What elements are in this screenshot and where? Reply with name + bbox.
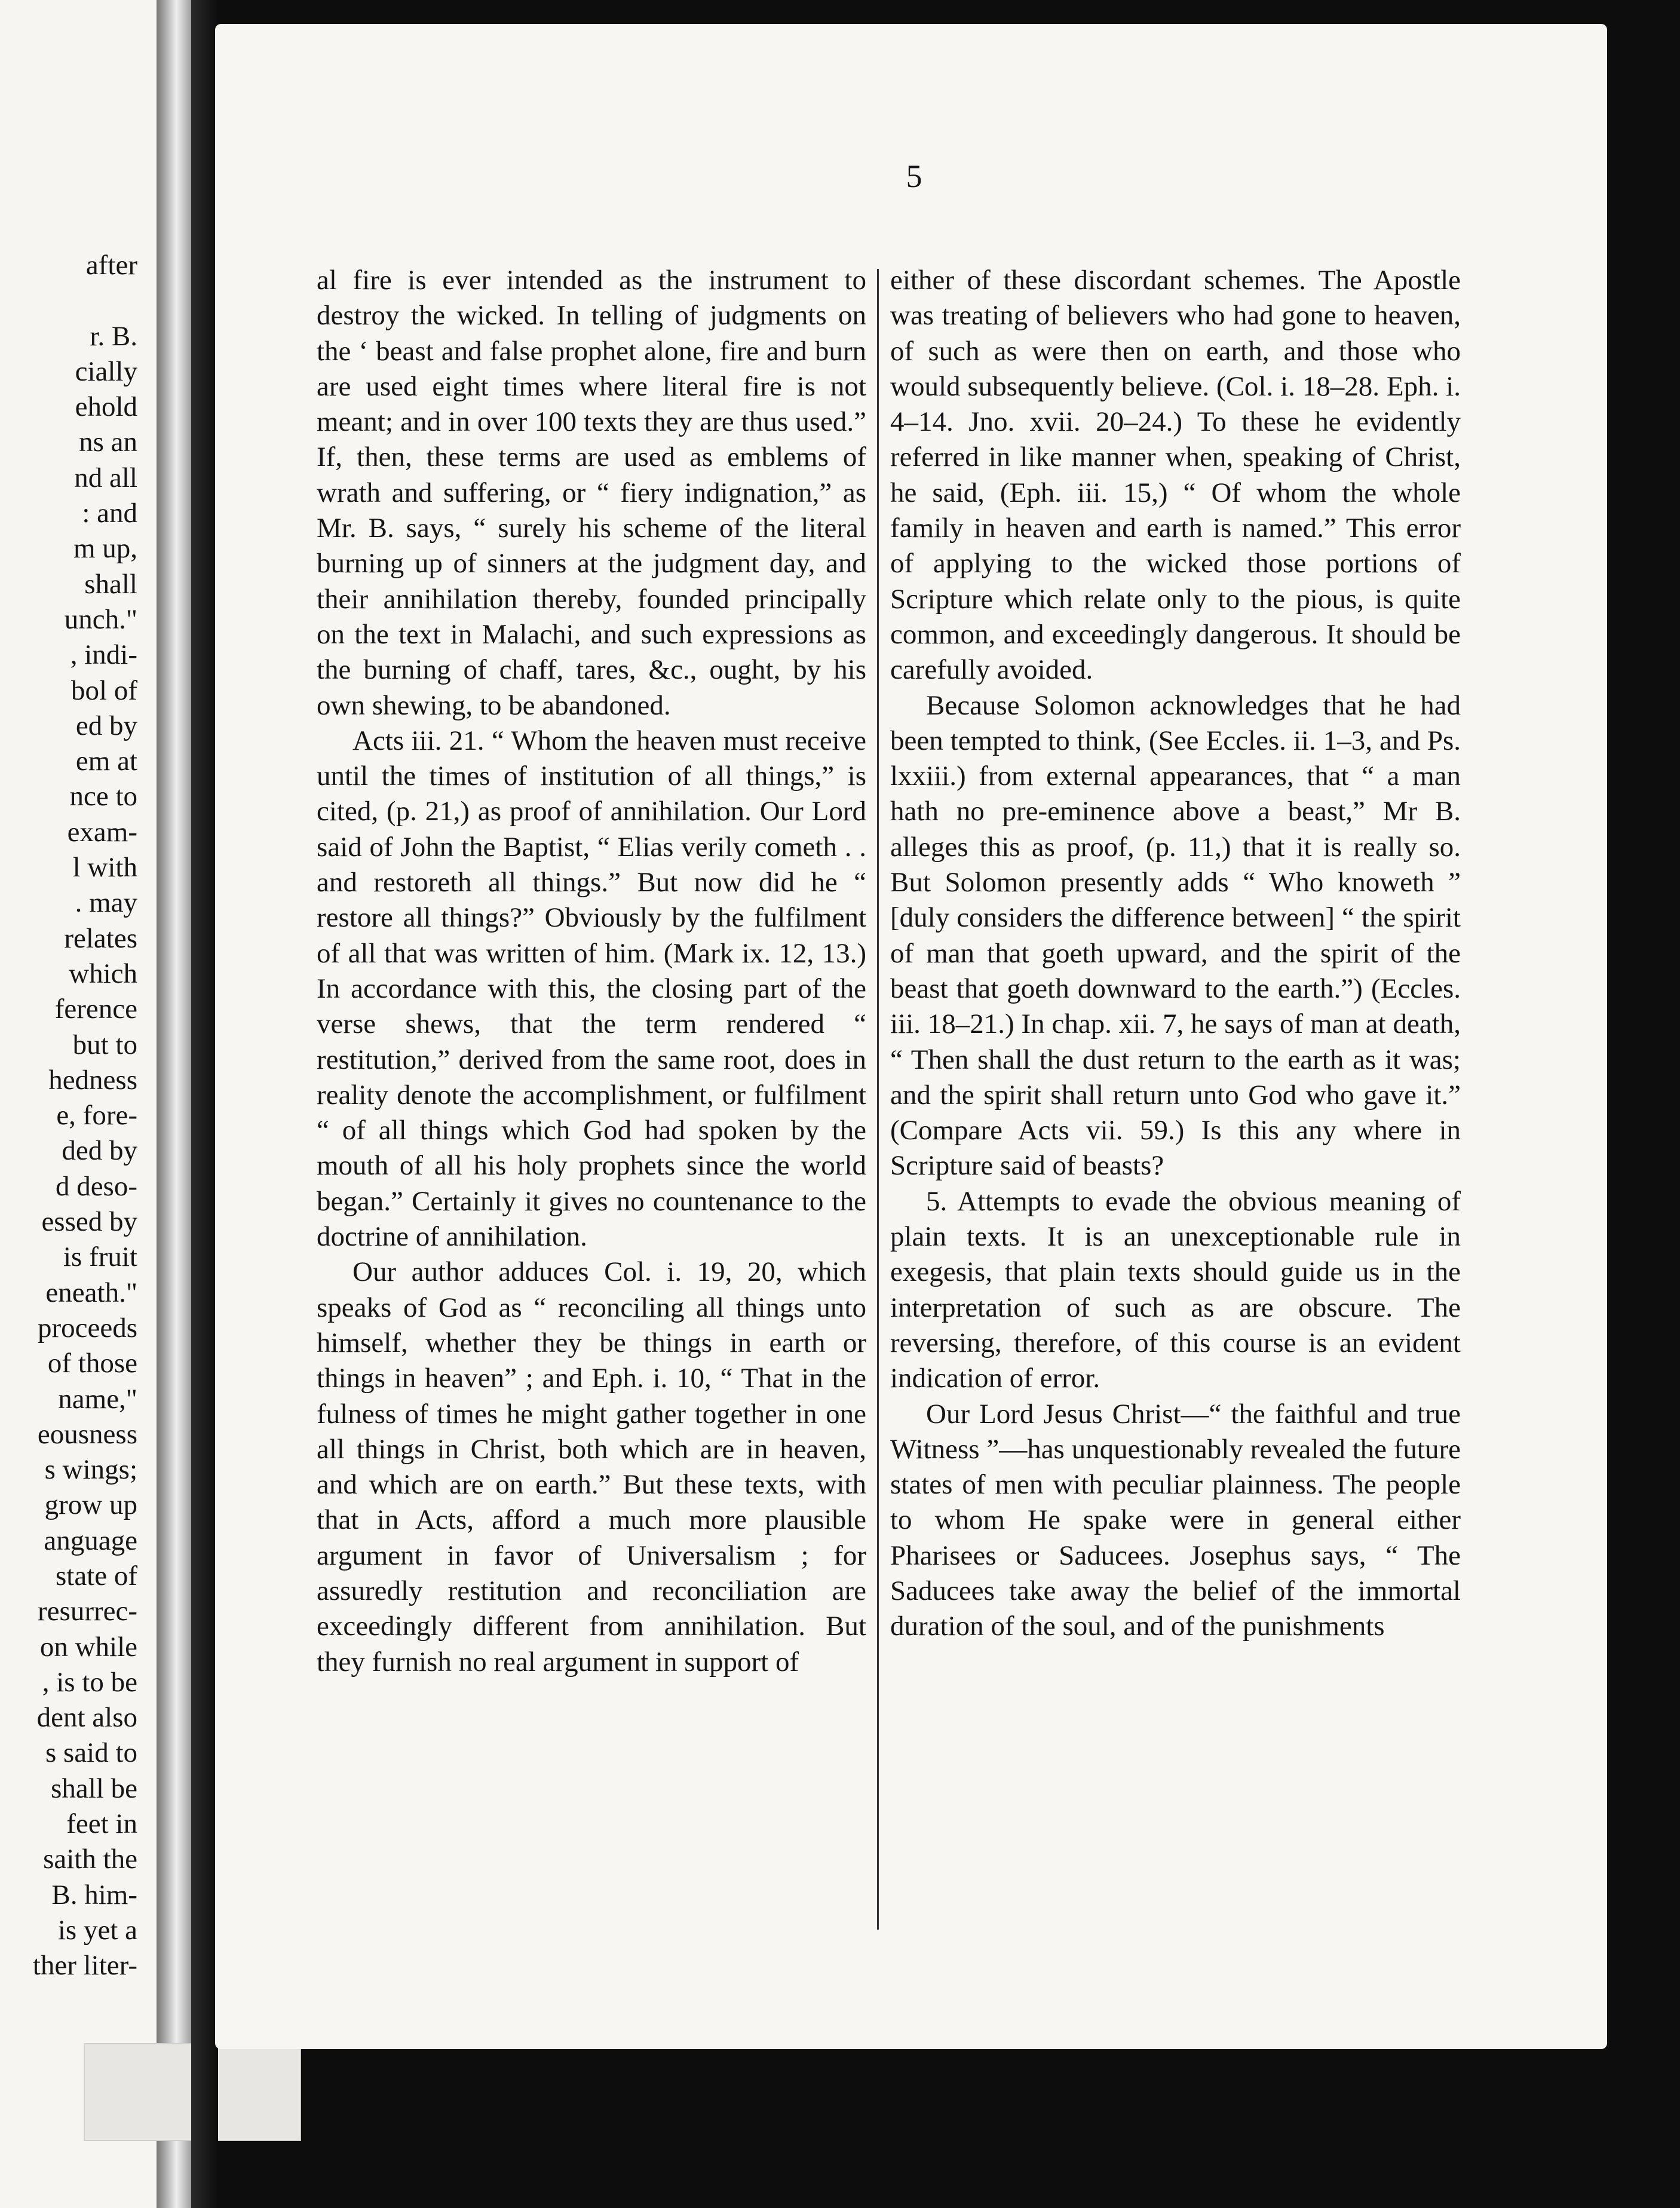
facing-page-line: eneath." [45, 1277, 137, 1308]
facing-page-line: : and [82, 498, 137, 529]
facing-page-line: cially [75, 355, 137, 387]
facing-page-line: . may [75, 887, 137, 919]
text-column-right [890, 263, 1461, 1645]
facing-page-line: on while [39, 1631, 137, 1663]
facing-page-line: is yet a [57, 1914, 137, 1946]
facing-page-line: state of [55, 1560, 137, 1591]
facing-page-line: m up, [73, 533, 137, 565]
facing-page-line: e, fore- [56, 1100, 137, 1131]
facing-page-line: grow up [44, 1489, 137, 1521]
page-number: 5 [906, 158, 922, 194]
facing-page-line: em at [75, 746, 137, 777]
facing-page-line: bol of [71, 674, 137, 706]
facing-page-line [0, 283, 137, 318]
facing-page-line: feet in [66, 1808, 137, 1840]
facing-page-line: s said to [45, 1737, 137, 1769]
facing-page-line: eousness [37, 1418, 137, 1450]
facing-page-line: saith the [43, 1844, 137, 1875]
facing-page-line: r. B. [90, 320, 137, 352]
facing-page-line: ded by [62, 1135, 137, 1167]
facing-page-line: ns an [79, 427, 137, 458]
facing-page-line: resurrec- [38, 1596, 137, 1627]
facing-page-line: after [85, 250, 137, 281]
paragraph: Our Lord Jesus Christ—“ the faithful and true Witness ”—has unquestionably revealed the future states of men with peculiar plainness. The people to whom He spake were in general either Pharisees or Saducees. Josephus says, “ The Saducees take away the belief of the immortal duration of the soul, and of the punishments [890, 1398, 1461, 1642]
spine-shadow [191, 0, 218, 2208]
facing-page-text [0, 248, 137, 1984]
facing-page-line: ther liter- [32, 1950, 137, 1982]
book-page [215, 24, 1607, 2049]
facing-page-line: of those [47, 1348, 137, 1379]
facing-page-line: B. him- [51, 1879, 137, 1910]
facing-page-line: , indi- [70, 639, 137, 671]
text-column-left [317, 263, 866, 1680]
facing-page-line: unch." [64, 603, 137, 635]
paragraph: Our author adduces Col. i. 19, 20, which speaks of God as “ reconciling all things unto himself, whether they be things in earth or things in heaven” ; and Eph. i. 10, “ That in the fulness of times he might gather together in one all things in Christ, both which are in heaven, and which are on earth.” But these texts, with that in Acts, afford a much more plausible argument in favor of Universalism ; for assuredly restitution and reconciliation are exceedingly different from annihilation. But they furnish no real argument in support of [317, 1256, 866, 1678]
facing-page-line: but to [72, 1029, 137, 1060]
facing-page-line: shall [84, 568, 137, 600]
facing-page-line: s wings; [44, 1454, 137, 1486]
paragraph: Because Solomon acknowledges that he had been tempted to think, (See Eccles. ii. 1–3, and Ps. lxxiii.) from external appearances, that “ a man hath no pre-eminence above a beast,” Mr B. alleges this as proof, (p. 11,) that it is really so. But Solomon presently adds “ Who knoweth ” [duly considers the difference between] “ the spirit of man that goeth upward, and the spirit of the beast that goeth downward to the earth.”) (Eccles. iii. 18–21.) In chap. xii. 7, he says of man at death, “ Then shall the dust return to the earth as it was; and the spirit shall return unto God who gave it.” (Compare Acts vii. 59.) Is this any where in Scripture said of beasts? [890, 689, 1461, 1182]
book-gutter [157, 0, 191, 2208]
facing-page-line: nce to [69, 781, 137, 812]
facing-page-fragment [0, 0, 191, 2208]
facing-page-line: essed by [41, 1206, 137, 1238]
facing-page-line: ehold [75, 391, 137, 423]
facing-page-line: , is to be [42, 1666, 137, 1698]
facing-page-line: proceeds [37, 1312, 137, 1344]
facing-page-line: dent also [36, 1702, 137, 1734]
facing-page-line: exam- [67, 816, 137, 848]
facing-page-line: name," [58, 1383, 137, 1415]
paragraph: 5. Attempts to evade the obvious meaning of plain texts. It is an unexceptionable rule in exegesis, that plain texts should guide us in the interpretation of such as are obscure. The reversing, therefore, of this course is an evident indication of error. [890, 1185, 1461, 1394]
facing-page-line: which [69, 958, 137, 989]
facing-page-line: shall be [51, 1772, 137, 1804]
facing-page-line: relates [64, 922, 137, 954]
column-divider [877, 269, 879, 1930]
facing-page-line: ed by [75, 710, 137, 741]
facing-page-line: is fruit [63, 1241, 137, 1273]
paragraph: Acts iii. 21. “ Whom the heaven must receive until the times of institution of all things,” is cited, (p. 21,) as proof of annihilation. Our Lord said of John the Baptist, “ Elias verily cometh . . and restoreth all things.” But now did he “ restore all things?” Obviously by the fulfilment of all that was written of him. (Mark ix. 12, 13.) In accordance with this, the closing part of the verse shews, that the term rendered “ restitution,” derived from the same root, does in reality denote the accomplishment, or fulfilment “ of all things which God had spoken by the mouth of all his holy prophets since the world began.” Certainly it gives no countenance to the doctrine of annihilation. [317, 725, 866, 1253]
facing-page-line: anguage [44, 1525, 137, 1556]
facing-page-line: ference [54, 993, 137, 1025]
paragraph: either of these discordant schemes. The Apostle was treating of believers who had gone to heaven, of such as were then on earth, and those who would subsequently believe. (Col. i. 18–28. Eph. i. 4–14. Jno. xvii. 20–24.) To these he evidently referred in like manner when, speaking of Christ, he said, (Eph. iii. 15,) “ Of whom the whole family in heaven and earth is named.” This error of applying to the wicked those portions of Scripture which relate only to the pious, is quite common, and exceedingly dangerous. It should be carefully avoided. [890, 265, 1461, 686]
paragraph: al fire is ever intended as the instrument to destroy the wicked. In telling of judgments on the ‘ beast and false prophet alone, fire and burn are used eight times where literal fire is not meant; and in over 100 texts they are thus used.” If, then, these terms are used as emblems of wrath and suffering, or “ fiery indignation,” as Mr. B. says, “ surely his scheme of the literal burning up of sinners at the judgment day, and their annihilation thereby, founded principally on the text in Malachi, and such expressions as the burning of chaff, tares, &c., ought, by his own shewing, to be abandoned. [317, 265, 866, 721]
facing-page-line: nd all [74, 462, 137, 493]
facing-page-line: l with [72, 852, 137, 884]
facing-page-line: hedness [48, 1064, 137, 1096]
facing-page-line: d deso- [55, 1170, 137, 1202]
